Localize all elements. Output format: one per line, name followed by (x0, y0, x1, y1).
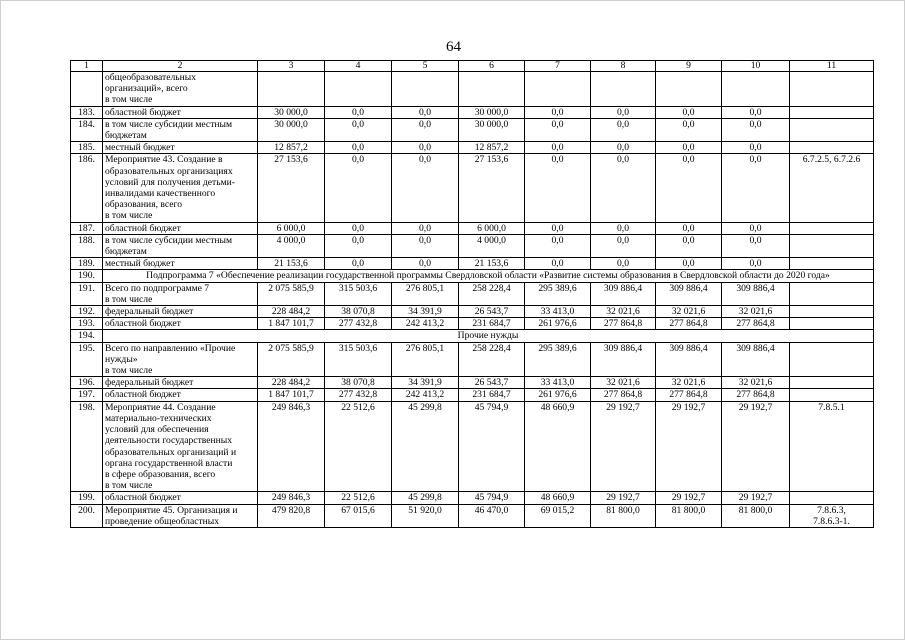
target-code (790, 492, 874, 504)
amount-cell: 258 228,4 (459, 342, 525, 377)
row-number: 191. (71, 282, 103, 305)
column-number: 5 (392, 61, 459, 72)
target-code (790, 389, 874, 401)
table-row (71, 154, 874, 222)
amount-cell: 0,0 (325, 154, 392, 222)
amount-cell: 33 413,0 (525, 377, 591, 389)
target-code (790, 282, 874, 305)
amount-cell: 26 543,7 (459, 306, 525, 318)
column-number: 4 (325, 61, 392, 72)
amount-cell: 30 000,0 (258, 106, 325, 118)
amount-cell: 0,0 (591, 118, 656, 141)
amount-cell: 0,0 (591, 142, 656, 154)
amount-cell: 295 389,6 (525, 282, 591, 305)
row-number: 196. (71, 377, 103, 389)
amount-cell: 0,0 (525, 154, 591, 222)
amount-cell: 1 847 101,7 (258, 318, 325, 330)
amount-cell: 6 000,0 (459, 222, 525, 234)
amount-cell: 0,0 (722, 118, 790, 141)
amount-cell: 242 413,2 (392, 318, 459, 330)
amount-cell: 0,0 (392, 258, 459, 270)
amount-cell: 0,0 (656, 234, 722, 257)
row-label: областной бюджет (103, 492, 258, 504)
amount-cell: 258 228,4 (459, 282, 525, 305)
amount-cell: 309 886,4 (722, 342, 790, 377)
row-number: 192. (71, 306, 103, 318)
amount-cell: 29 192,7 (722, 401, 790, 492)
target-code (790, 234, 874, 257)
amount-cell (459, 72, 525, 107)
amount-cell: 0,0 (525, 258, 591, 270)
amount-cell: 29 192,7 (656, 492, 722, 504)
amount-cell: 261 976,6 (525, 389, 591, 401)
amount-cell: 38 070,8 (325, 377, 392, 389)
amount-cell: 309 886,4 (591, 342, 656, 377)
section-heading: Подпрограмма 7 «Обеспечение реализации государственной программы Свердловской области «Развитие системы образования в Свердловской области до 2020 года» (103, 270, 874, 282)
amount-cell: 0,0 (591, 154, 656, 222)
row-label: областной бюджет (103, 389, 258, 401)
amount-cell: 276 805,1 (392, 342, 459, 377)
row-label: в том числе субсидии местным бюджетам (103, 234, 258, 257)
amount-cell (591, 72, 656, 107)
amount-cell: 0,0 (656, 154, 722, 222)
target-code (790, 258, 874, 270)
amount-cell: 29 192,7 (656, 401, 722, 492)
amount-cell: 1 847 101,7 (258, 389, 325, 401)
table-row (71, 342, 874, 377)
amount-cell: 0,0 (722, 234, 790, 257)
amount-cell: 0,0 (325, 234, 392, 257)
row-label: Мероприятие 44. Создание материально-технических условий для обеспечения деятельности государственных образовательных организаций и органа государственной власти в сфере образования, всего в том числе (103, 401, 258, 492)
amount-cell: 0,0 (722, 106, 790, 118)
column-number: 7 (525, 61, 591, 72)
row-label: местный бюджет (103, 142, 258, 154)
amount-cell: 0,0 (392, 106, 459, 118)
amount-cell: 0,0 (392, 234, 459, 257)
amount-cell: 0,0 (525, 106, 591, 118)
amount-cell: 29 192,7 (722, 492, 790, 504)
amount-cell: 45 299,8 (392, 401, 459, 492)
row-number: 193. (71, 318, 103, 330)
target-code: 6.7.2.5, 6.7.2.6 (790, 154, 874, 222)
amount-cell: 32 021,6 (656, 377, 722, 389)
amount-cell: 0,0 (722, 154, 790, 222)
target-code (790, 318, 874, 330)
target-code (790, 377, 874, 389)
amount-cell: 309 886,4 (591, 282, 656, 305)
amount-cell: 0,0 (392, 154, 459, 222)
amount-cell: 0,0 (656, 258, 722, 270)
amount-cell: 12 857,2 (258, 142, 325, 154)
target-code: 7.8.6.3, 7.8.6.3-1. (790, 504, 874, 527)
amount-cell: 228 484,2 (258, 306, 325, 318)
amount-cell: 34 391,9 (392, 377, 459, 389)
amount-cell: 6 000,0 (258, 222, 325, 234)
amount-cell: 33 413,0 (525, 306, 591, 318)
table-row (71, 401, 874, 492)
amount-cell: 2 075 585,9 (258, 342, 325, 377)
amount-cell (722, 72, 790, 107)
row-number: 188. (71, 234, 103, 257)
row-label: федеральный бюджет (103, 377, 258, 389)
row-number: 186. (71, 154, 103, 222)
amount-cell: 0,0 (525, 118, 591, 141)
table-row (71, 377, 874, 389)
target-code (790, 142, 874, 154)
page-number: 64 (446, 39, 461, 55)
target-code (790, 306, 874, 318)
amount-cell: 277 864,8 (656, 389, 722, 401)
amount-cell: 0,0 (392, 222, 459, 234)
amount-cell: 2 075 585,9 (258, 282, 325, 305)
amount-cell: 0,0 (656, 142, 722, 154)
amount-cell: 0,0 (591, 222, 656, 234)
amount-cell: 38 070,8 (325, 306, 392, 318)
amount-cell: 0,0 (525, 234, 591, 257)
amount-cell: 32 021,6 (656, 306, 722, 318)
amount-cell: 67 015,6 (325, 504, 392, 527)
row-label: общеобразовательных организаций», всего в том числе (103, 72, 258, 107)
row-label: местный бюджет (103, 258, 258, 270)
row-label: областной бюджет (103, 222, 258, 234)
amount-cell: 45 794,9 (459, 492, 525, 504)
amount-cell: 0,0 (722, 258, 790, 270)
amount-cell: 315 503,6 (325, 342, 392, 377)
table-row (71, 389, 874, 401)
amount-cell: 0,0 (325, 142, 392, 154)
amount-cell (525, 72, 591, 107)
amount-cell: 231 684,7 (459, 318, 525, 330)
column-number: 10 (722, 61, 790, 72)
amount-cell: 22 512,6 (325, 492, 392, 504)
amount-cell (325, 72, 392, 107)
amount-cell: 249 846,3 (258, 492, 325, 504)
amount-cell: 21 153,6 (258, 258, 325, 270)
target-code (790, 72, 874, 107)
target-code (790, 222, 874, 234)
amount-cell: 81 800,0 (722, 504, 790, 527)
amount-cell: 0,0 (325, 222, 392, 234)
amount-cell: 309 886,4 (656, 342, 722, 377)
amount-cell: 231 684,7 (459, 389, 525, 401)
row-number: 185. (71, 142, 103, 154)
table-row (71, 142, 874, 154)
amount-cell: 22 512,6 (325, 401, 392, 492)
amount-cell: 81 800,0 (591, 504, 656, 527)
budget-table (70, 60, 874, 528)
column-number: 11 (790, 61, 874, 72)
amount-cell: 0,0 (656, 118, 722, 141)
amount-cell: 29 192,7 (591, 401, 656, 492)
amount-cell: 277 864,8 (722, 389, 790, 401)
target-code (790, 118, 874, 141)
column-number: 1 (71, 61, 103, 72)
section-row (71, 330, 874, 342)
column-number: 2 (103, 61, 258, 72)
amount-cell: 277 864,8 (656, 318, 722, 330)
row-number (71, 72, 103, 107)
row-number: 198. (71, 401, 103, 492)
amount-cell: 479 820,8 (258, 504, 325, 527)
row-label: областной бюджет (103, 318, 258, 330)
column-number-row (71, 61, 874, 72)
amount-cell: 26 543,7 (459, 377, 525, 389)
row-label: Мероприятие 45. Организация и проведение общеобластных (103, 504, 258, 527)
amount-cell: 0,0 (392, 118, 459, 141)
amount-cell: 4 000,0 (459, 234, 525, 257)
amount-cell: 0,0 (656, 222, 722, 234)
amount-cell: 30 000,0 (258, 118, 325, 141)
amount-cell: 48 660,9 (525, 492, 591, 504)
target-code (790, 106, 874, 118)
row-number: 199. (71, 492, 103, 504)
amount-cell: 0,0 (392, 142, 459, 154)
amount-cell: 0,0 (325, 118, 392, 141)
amount-cell: 309 886,4 (656, 282, 722, 305)
column-number: 6 (459, 61, 525, 72)
amount-cell: 0,0 (525, 142, 591, 154)
amount-cell: 32 021,6 (591, 306, 656, 318)
amount-cell: 30 000,0 (459, 106, 525, 118)
amount-cell: 12 857,2 (459, 142, 525, 154)
amount-cell: 0,0 (656, 106, 722, 118)
amount-cell: 45 299,8 (392, 492, 459, 504)
amount-cell: 0,0 (591, 106, 656, 118)
amount-cell: 277 432,8 (325, 389, 392, 401)
amount-cell: 0,0 (591, 234, 656, 257)
target-code: 7.8.5.1 (790, 401, 874, 492)
row-label: Всего по подпрограмме 7 в том числе (103, 282, 258, 305)
amount-cell: 29 192,7 (591, 492, 656, 504)
table-row (71, 72, 874, 107)
table-row (71, 306, 874, 318)
amount-cell: 309 886,4 (722, 282, 790, 305)
target-code (790, 342, 874, 377)
amount-cell: 48 660,9 (525, 401, 591, 492)
amount-cell: 249 846,3 (258, 401, 325, 492)
amount-cell: 69 015,2 (525, 504, 591, 527)
row-number: 200. (71, 504, 103, 527)
section-heading: Прочие нужды (103, 330, 874, 342)
amount-cell: 21 153,6 (459, 258, 525, 270)
table-row (71, 492, 874, 504)
row-number: 195. (71, 342, 103, 377)
row-number: 184. (71, 118, 103, 141)
amount-cell: 277 864,8 (591, 389, 656, 401)
row-number: 194. (71, 330, 103, 342)
row-label: Всего по направлению «Прочие нужды» в том числе (103, 342, 258, 377)
amount-cell (392, 72, 459, 107)
amount-cell: 277 432,8 (325, 318, 392, 330)
row-number: 189. (71, 258, 103, 270)
row-number: 187. (71, 222, 103, 234)
row-label: в том числе субсидии местным бюджетам (103, 118, 258, 141)
amount-cell (656, 72, 722, 107)
amount-cell: 32 021,6 (722, 377, 790, 389)
amount-cell: 228 484,2 (258, 377, 325, 389)
amount-cell: 0,0 (591, 258, 656, 270)
amount-cell: 277 864,8 (591, 318, 656, 330)
amount-cell: 4 000,0 (258, 234, 325, 257)
amount-cell: 315 503,6 (325, 282, 392, 305)
row-number: 183. (71, 106, 103, 118)
amount-cell (258, 72, 325, 107)
amount-cell: 277 864,8 (722, 318, 790, 330)
table-row (71, 106, 874, 118)
table-row (71, 258, 874, 270)
amount-cell: 0,0 (325, 258, 392, 270)
amount-cell: 0,0 (325, 106, 392, 118)
row-label: федеральный бюджет (103, 306, 258, 318)
section-row (71, 270, 874, 282)
column-number: 9 (656, 61, 722, 72)
column-number: 8 (591, 61, 656, 72)
amount-cell: 51 920,0 (392, 504, 459, 527)
amount-cell: 32 021,6 (722, 306, 790, 318)
amount-cell: 45 794,9 (459, 401, 525, 492)
table-row (71, 222, 874, 234)
amount-cell: 32 021,6 (591, 377, 656, 389)
amount-cell: 295 389,6 (525, 342, 591, 377)
amount-cell: 27 153,6 (459, 154, 525, 222)
row-label: областной бюджет (103, 106, 258, 118)
amount-cell: 0,0 (722, 222, 790, 234)
amount-cell: 81 800,0 (656, 504, 722, 527)
amount-cell: 0,0 (525, 222, 591, 234)
table-row (71, 118, 874, 141)
amount-cell: 30 000,0 (459, 118, 525, 141)
table-row (71, 504, 874, 527)
amount-cell: 242 413,2 (392, 389, 459, 401)
amount-cell: 46 470,0 (459, 504, 525, 527)
table-row (71, 282, 874, 305)
amount-cell: 27 153,6 (258, 154, 325, 222)
amount-cell: 261 976,6 (525, 318, 591, 330)
amount-cell: 34 391,9 (392, 306, 459, 318)
row-label: Мероприятие 43. Создание в образовательных организациях условий для получения детьми- инвалидами качественного образования, всего в том числе (103, 154, 258, 222)
row-number: 190. (71, 270, 103, 282)
table-row (71, 318, 874, 330)
column-number: 3 (258, 61, 325, 72)
table-row (71, 234, 874, 257)
amount-cell: 0,0 (722, 142, 790, 154)
amount-cell: 276 805,1 (392, 282, 459, 305)
row-number: 197. (71, 389, 103, 401)
